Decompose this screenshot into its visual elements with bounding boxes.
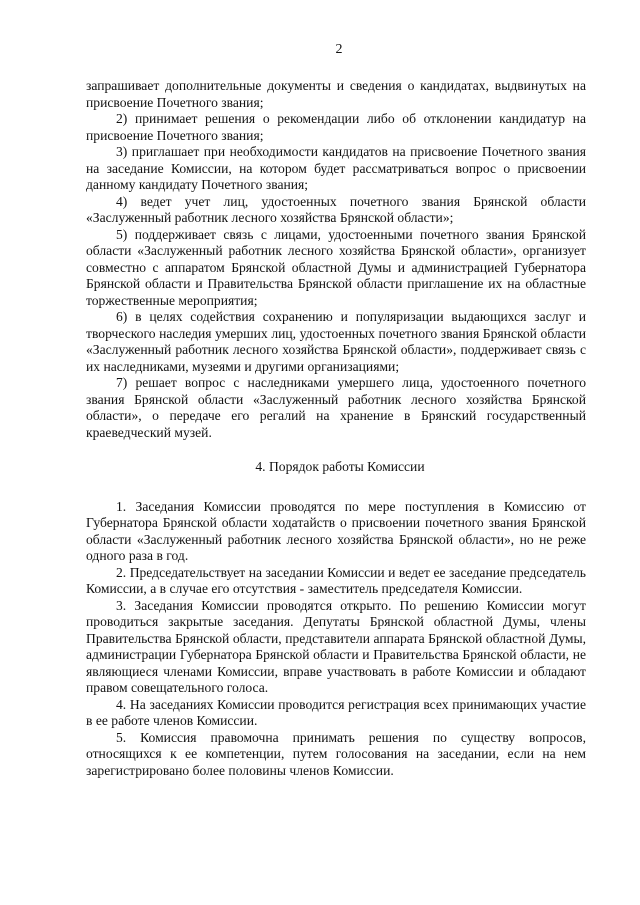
duty-item-6: 6) в целях содействия сохранению и популяризации выдающихся заслуг и творческого наследия умерших лиц, удостоенных почетного звания Брянской области «Заслуженный работник лесного хозяйства Брянской области», поддерживает связь с их наследниками, музеями и другими организациями;: [86, 309, 586, 374]
duty-item-7: 7) решает вопрос с наследниками умершего лица, удостоенного почетного звания Брянской области «Заслуженный работник лесного хозяйства Брянской области», о передаче его регалий на хранение в Брянский государственный краеведческий музей.: [86, 375, 586, 440]
section-heading: 4. Порядок работы Комиссии: [255, 459, 425, 474]
section-paragraph-3: 3. Заседания Комиссии проводятся открыто. По решению Комиссии могут проводиться закрытые заседания. Депутаты Брянской областной Думы, члены Правительства Брянской области, представители аппарата Брянской областной Думы, администрации Губернатора Брянской области и Правительства Брянской области, не являющиеся членами Комиссии, вправе участвовать в работе Комиссии и обладают правом совещательного голоса.: [86, 597, 586, 695]
duty-item-4: 4) ведет учет лиц, удостоенных почетного звания Брянской области «Заслуженный работник лесного хозяйства Брянской области»;: [86, 193, 586, 225]
section-paragraph-5: 5. Комиссия правомочна принимать решения по существу вопросов, относящихся к ее компетенции, путем голосования на заседании, если на нем зарегистрировано более половины членов Комиссии.: [86, 729, 586, 778]
duty-item-3: 3) приглашает при необходимости кандидатов на присвоение Почетного звания на заседание Комиссии, на котором будет рассматриваться вопрос о присвоении данному кандидату Почетного звания;: [86, 144, 586, 192]
document-page: [86, 42, 586, 779]
duty-item-2: 2) принимает решения о рекомендации либо об отклонении кандидатур на присвоение Почетного звания;: [86, 111, 586, 143]
duty-item-5: 5) поддерживает связь с лицами, удостоенными почетного звания Брянской области «Заслуженный работник лесного хозяйства Брянской области», организует совместно с аппаратом Брянской областной Думы и администрацией Губернатора Брянской области и Правительства Брянской области приглашение их на областные торжественные мероприятия;: [86, 226, 586, 308]
section-paragraph-4: 4. На заседаниях Комиссии проводится регистрация всех принимающих участие в ее работе членов Комиссии.: [86, 696, 586, 728]
section-paragraph-1: 1. Заседания Комиссии проводятся по мере поступления в Комиссию от Губернатора Брянской области ходатайств о присвоении почетного звания Брянской области «Заслуженный работник лесного хозяйства Брянской области», но не реже одного раза в год.: [86, 498, 586, 563]
page-number: 2: [335, 42, 343, 57]
intro-continuation: запрашивает дополнительные документы и сведения о кандидатах, выдвинутых на присвоение Почетного звания;: [86, 78, 586, 110]
section-paragraph-2: 2. Председательствует на заседании Комиссии и ведет ее заседание председатель Комиссии, а в случае его отсутствия - заместитель председателя Комиссии.: [86, 564, 586, 596]
